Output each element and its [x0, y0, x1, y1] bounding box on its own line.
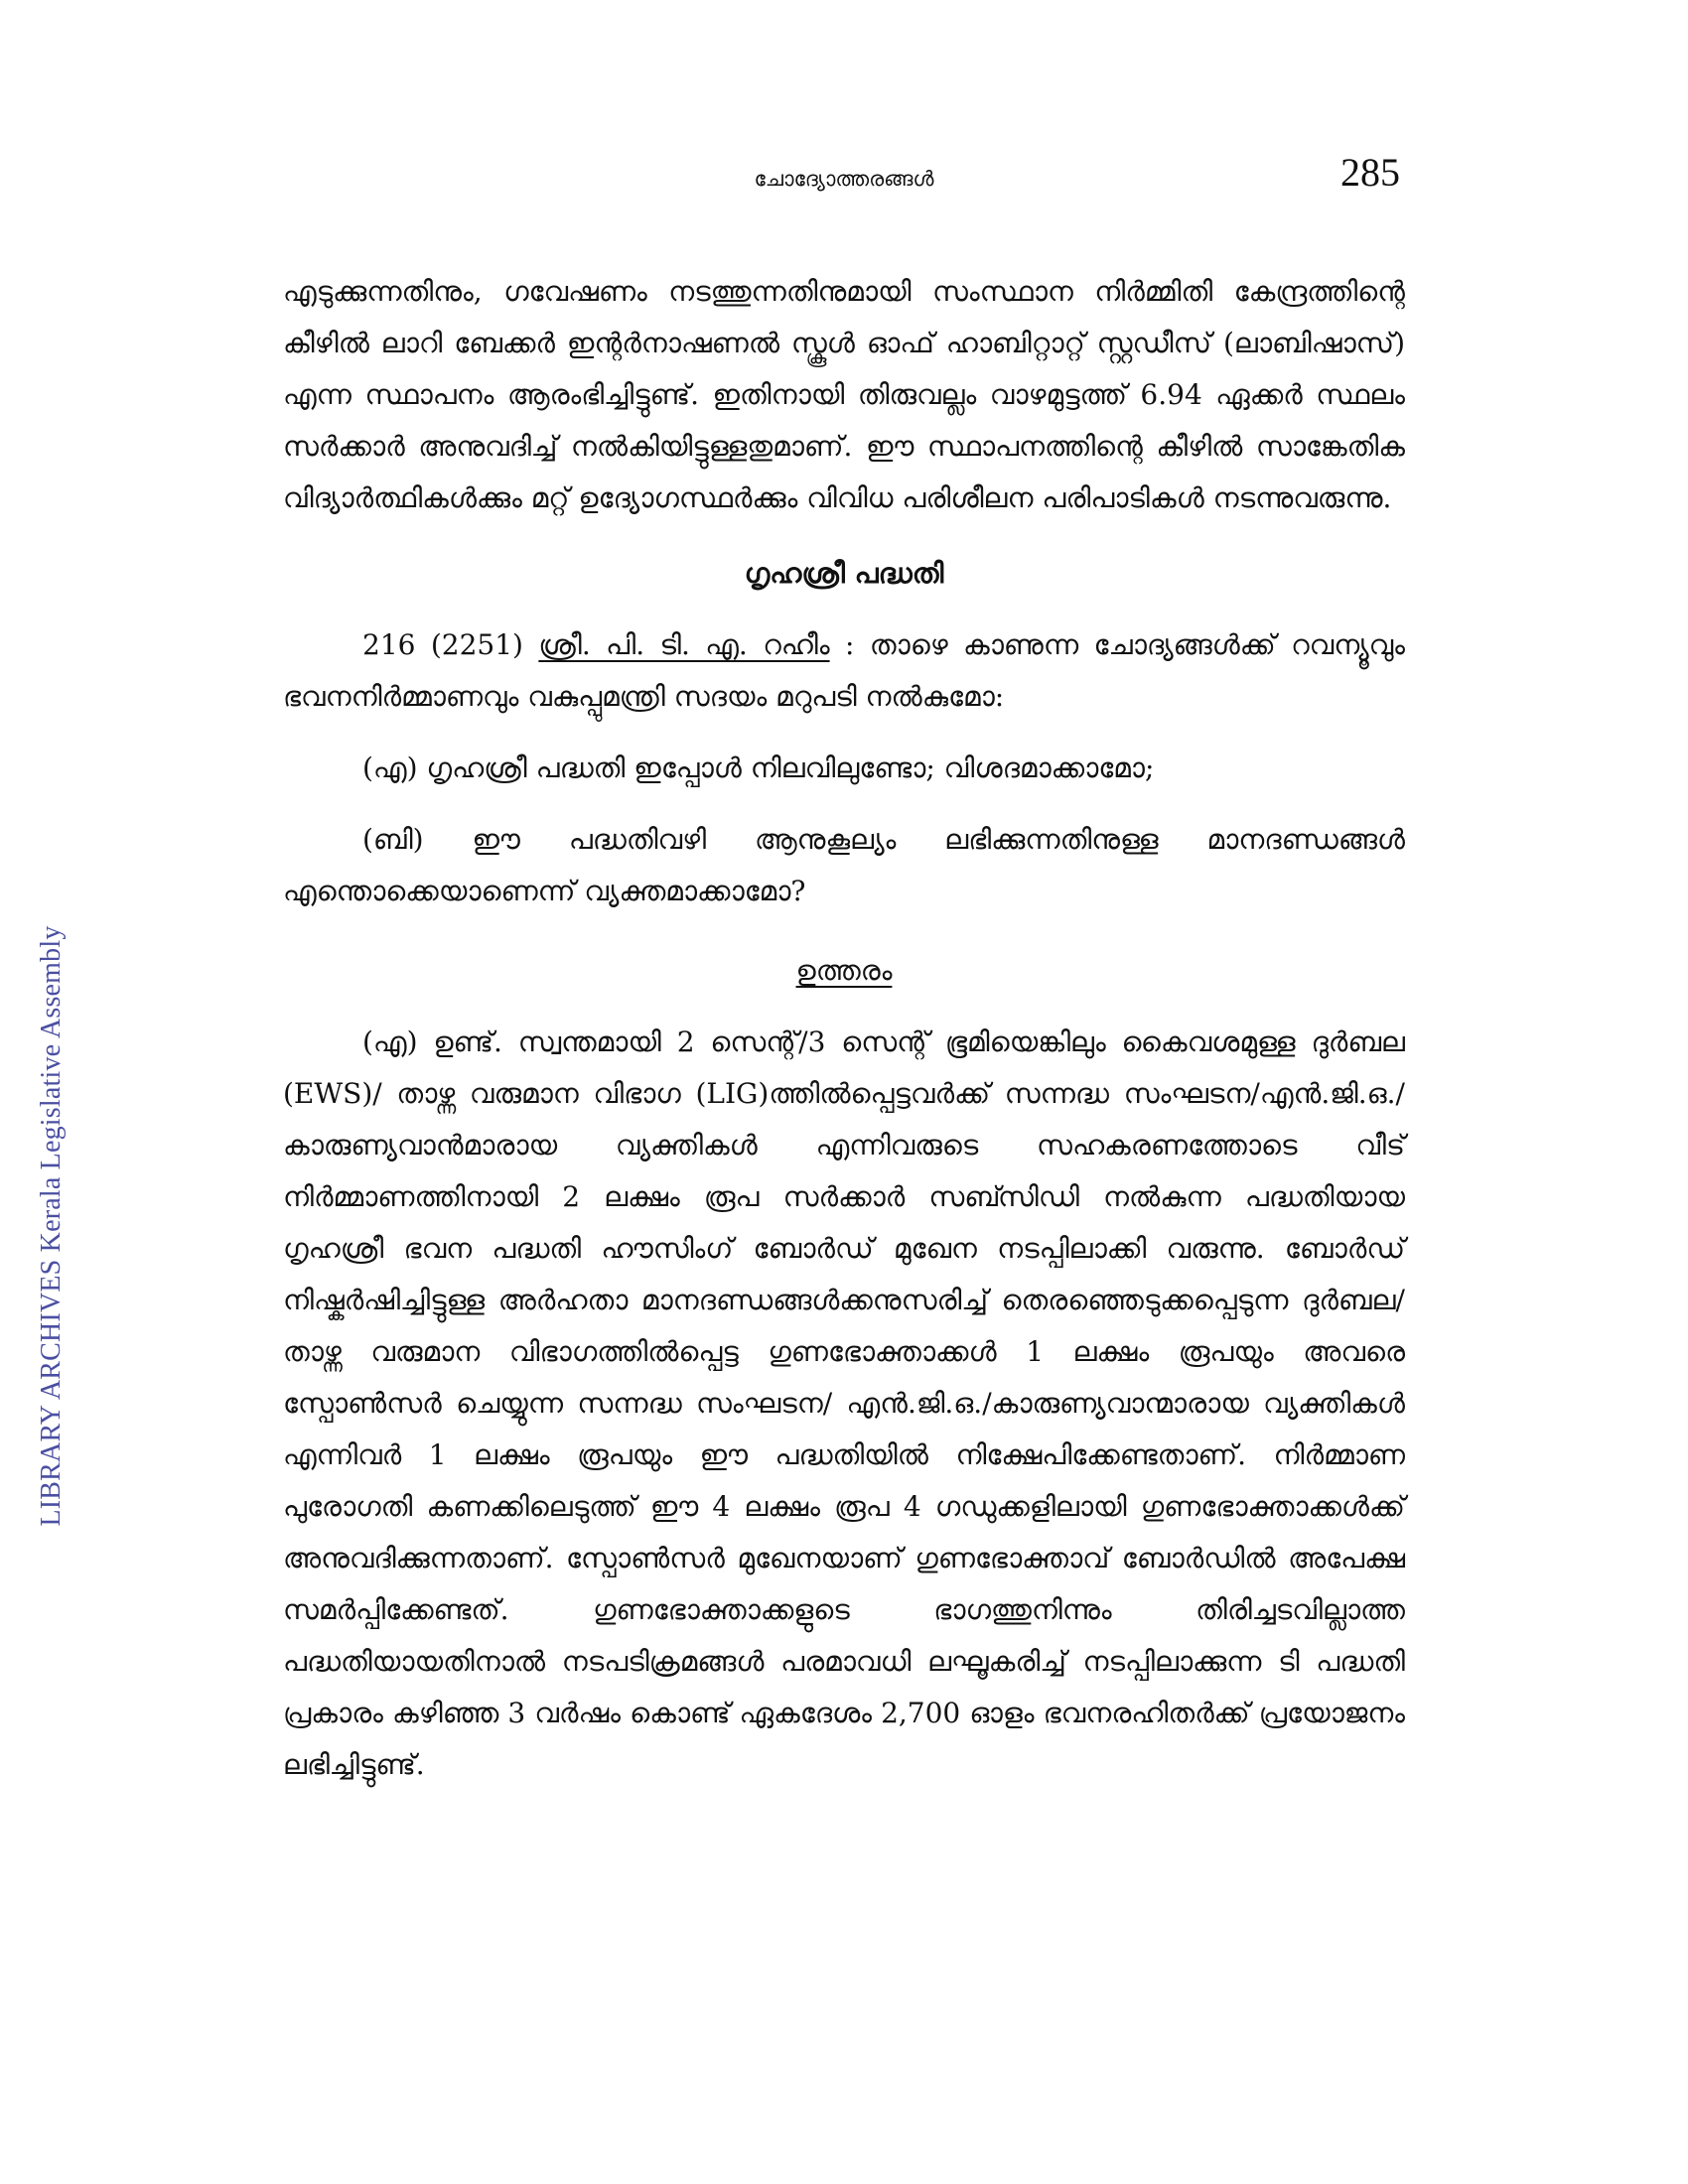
answer-paragraph: (എ) ഉണ്ട്. സ്വന്തമായി 2 സെന്റ്/3 സെന്റ് ഭൂമിയെങ്കിലും കൈവശമുള്ള ദുർബല (EWS)/ താഴ്ന്ന വരുമാന വിഭാഗ (LIG)ത്തിൽപ്പെട്ടവർക്ക് സന്നദ്ധ സംഘടന/എൻ.ജി.ഒ./കാരുണ്യവാൻമാരായ വ്യക്തികൾ എന്നിവരുടെ സഹകരണത്തോടെ വീട് നിർമ്മാണത്തിനായി 2 ലക്ഷം രൂപ സർക്കാർ സബ്സിഡി നൽകുന്ന പദ്ധതിയായ ഗൃഹശ്രീ ഭവന പദ്ധതി ഹൗസിംഗ് ബോർഡ് മുഖേന നടപ്പിലാക്കി വരുന്നു. ബോർഡ് നിഷ്കർഷിച്ചിട്ടുള്ള അർഹതാ മാനദണ്ഡങ്ങൾക്കനുസരിച്ച് തെരഞ്ഞെടുക്കപ്പെടുന്ന ദുർബല/താഴ്ന്ന വരുമാന വിഭാഗത്തിൽപ്പെട്ട ഗുണഭോക്താക്കൾ 1 ലക്ഷം രൂപയും അവരെ സ്പോൺസർ ചെയ്യുന്ന സന്നദ്ധ സംഘടന/ എൻ.ജി.ഒ./കാരുണ്യവാന്മാരായ വ്യക്തികൾ എന്നിവർ 1 ലക്ഷം രൂപയും ഈ പദ്ധതിയിൽ നിക്ഷേപിക്കേണ്ടതാണ്. നിർമ്മാണ പുരോഗതി കണക്കിലെടുത്ത് ഈ 4 ലക്ഷം രൂപ 4 ഗഡുക്കളിലായി ഗുണഭോക്താക്കൾക്ക് അനുവദിക്കുന്നതാണ്. സ്പോൺസർ മുഖേനയാണ് ഗുണഭോക്താവ് ബോർഡിൽ അപേക്ഷ സമർപ്പിക്കേണ്ടത്. ഗുണഭോക്താക്കളുടെ ഭാഗത്തുനിന്നും തിരിച്ചടവില്ലാത്ത പദ്ധതിയായതിനാൽ നടപടിക്രമങ്ങൾ പരമാവധി ലഘൂകരിച്ച് നടപ്പിലാക്കുന്ന ടി പദ്ധതി പ്രകാരം കഴിഞ്ഞ 3 വർഷം കൊണ്ട് ഏകദേശം 2,700 ഓളം ഭവനരഹിതർക്ക് പ്രയോജനം ലഭിച്ചിട്ടുണ്ട്. [283, 1025, 1405, 1781]
question-number: 216 (2251) [362, 628, 523, 661]
page-body [283, 266, 1405, 1791]
page-header-title: ചോദ്യോത്തരങ്ങൾ [754, 167, 934, 191]
question-text: : താഴെ കാണുന്ന ചോദ്യങ്ങൾക്ക് റവന്യൂവും ഭവനനിർമ്മാണവും വകുപ്പുമന്ത്രി സദയം മറുപടി നൽകുമോ: [283, 628, 1405, 713]
question-part-a: (എ) ഗൃഹശ്രീ പദ്ധതി ഇപ്പോൾ നിലവിലുണ്ടോ; വിശദമാക്കാമോ; [362, 751, 1155, 784]
section-heading: ഗൃഹശ്രീ പദ്ധതി [744, 557, 944, 590]
question-intro [283, 619, 1405, 723]
question-part-b: (ബി) ഈ പദ്ധതിവഴി ആനുകൂല്യം ലഭിക്കുന്നതിനുള്ള മാനദണ്ഡങ്ങൾ എന്തൊക്കെയാണെന്ന് വ്യക്തമാക്കാമോ? [283, 823, 1405, 907]
archive-watermark: LIBRARY ARCHIVES Kerala Legislative Assembly [36, 925, 67, 1527]
answer-heading: ഉത്തരം [795, 954, 893, 987]
question-member: ശ്രീ. പി. ടി. എ. റഹീം [538, 628, 830, 661]
intro-paragraph: എടുക്കുന്നതിനും, ഗവേഷണം നടത്തുന്നതിനുമായി സംസ്ഥാന നിർമ്മിതി കേന്ദ്രത്തിന്റെ കീഴിൽ ലാറി ബേക്കർ ഇന്റർനാഷണൽ സ്കൂൾ ഓഫ് ഹാബിറ്റാറ്റ് സ്റ്റഡീസ് (ലാബിഷാസ്) എന്ന സ്ഥാപനം ആരംഭിച്ചിട്ടുണ്ട്. ഇതിനായി തിരുവല്ലം വാഴമുട്ടത്ത് 6.94 ഏക്കർ സ്ഥലം സർക്കാർ അനുവദിച്ച് നൽകിയിട്ടുള്ളതുമാണ്. ഈ സ്ഥാപനത്തിന്റെ കീഴിൽ സാങ്കേതിക വിദ്യാർത്ഥികൾക്കും മറ്റ് ഉദ്യോഗസ്ഥർക്കും വിവിധ പരിശീലന പരിപാടികൾ നടന്നുവരുന്നു. [283, 275, 1405, 514]
page-number: 285 [1340, 150, 1400, 195]
